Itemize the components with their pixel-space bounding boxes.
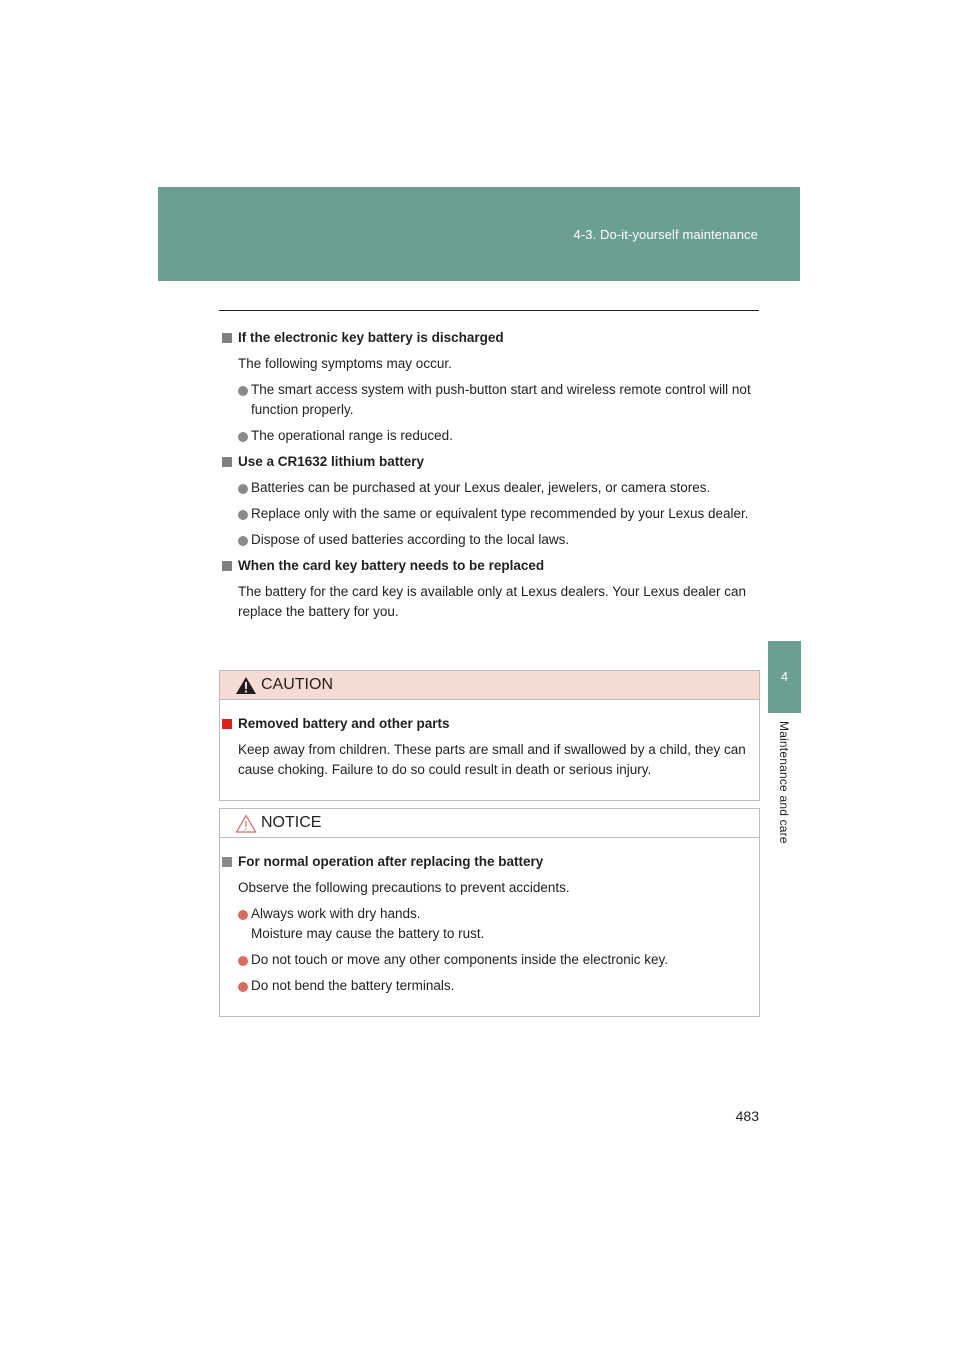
section-rule (219, 310, 759, 311)
list-item: Do not bend the battery terminals. (238, 976, 755, 996)
caution-body (220, 700, 759, 800)
caution-title: CAUTION (261, 676, 333, 693)
list-item: The operational range is reduced. (238, 426, 758, 446)
list-item: Do not touch or move any other components inside the electronic key. (238, 950, 755, 970)
warning-triangle-icon (235, 676, 257, 695)
square-bullet-icon (222, 457, 232, 467)
circle-bullet-icon (238, 386, 248, 396)
list-item: Always work with dry hands. Moisture may cause the battery to rust. (238, 904, 755, 944)
square-bullet-icon (222, 857, 232, 867)
list-item: Batteries can be purchased at your Lexus dealer, jewelers, or camera stores. (238, 478, 758, 498)
page-number: 483 (735, 1108, 759, 1124)
section-heading: When the card key battery needs to be replaced (222, 556, 758, 576)
circle-bullet-icon (238, 982, 248, 992)
circle-bullet-icon (238, 432, 248, 442)
section-title: 4-3. Do-it-yourself maintenance (573, 227, 758, 242)
paragraph: The battery for the card key is available only at Lexus dealers. Your Lexus dealer can replace the battery for you. (238, 584, 747, 619)
square-bullet-icon (222, 561, 232, 571)
circle-bullet-icon (238, 510, 248, 520)
main-content (222, 328, 758, 628)
notice-triangle-icon (235, 814, 257, 833)
chapter-tab-label: Maintenance and care (777, 721, 791, 844)
caution-header (220, 671, 759, 700)
list-item: Replace only with the same or equivalent type recommended by your Lexus dealer. (238, 504, 758, 524)
chapter-tab (768, 713, 801, 863)
circle-bullet-icon (238, 484, 248, 494)
notice-title: NOTICE (261, 814, 322, 831)
header-band (158, 187, 800, 281)
caution-text: Keep away from children. These parts are small and if swallowed by a child, they can cause choking. Failure to do so could result in death or serious injury. (238, 742, 746, 777)
chapter-tab-number: 4 (768, 641, 801, 713)
list-item: The smart access system with push-button start and wireless remote control will not function properly. (238, 380, 758, 420)
caution-box (219, 670, 760, 801)
circle-bullet-icon (238, 536, 248, 546)
notice-text: Observe the following precautions to prevent accidents. (238, 880, 570, 895)
section-heading: If the electronic key battery is discharged (222, 328, 758, 348)
square-bullet-icon (222, 333, 232, 343)
section-heading: Use a CR1632 lithium battery (222, 452, 758, 472)
square-bullet-icon (222, 719, 232, 729)
notice-body (220, 838, 759, 1016)
list-item: Dispose of used batteries according to the local laws. (238, 530, 758, 550)
circle-bullet-icon (238, 956, 248, 966)
paragraph: The following symptoms may occur. (238, 356, 452, 371)
caution-heading: Removed battery and other parts (222, 714, 755, 734)
notice-box (219, 808, 760, 1017)
notice-heading: For normal operation after replacing the battery (222, 852, 755, 872)
notice-header (220, 809, 759, 838)
circle-bullet-icon (238, 910, 248, 920)
